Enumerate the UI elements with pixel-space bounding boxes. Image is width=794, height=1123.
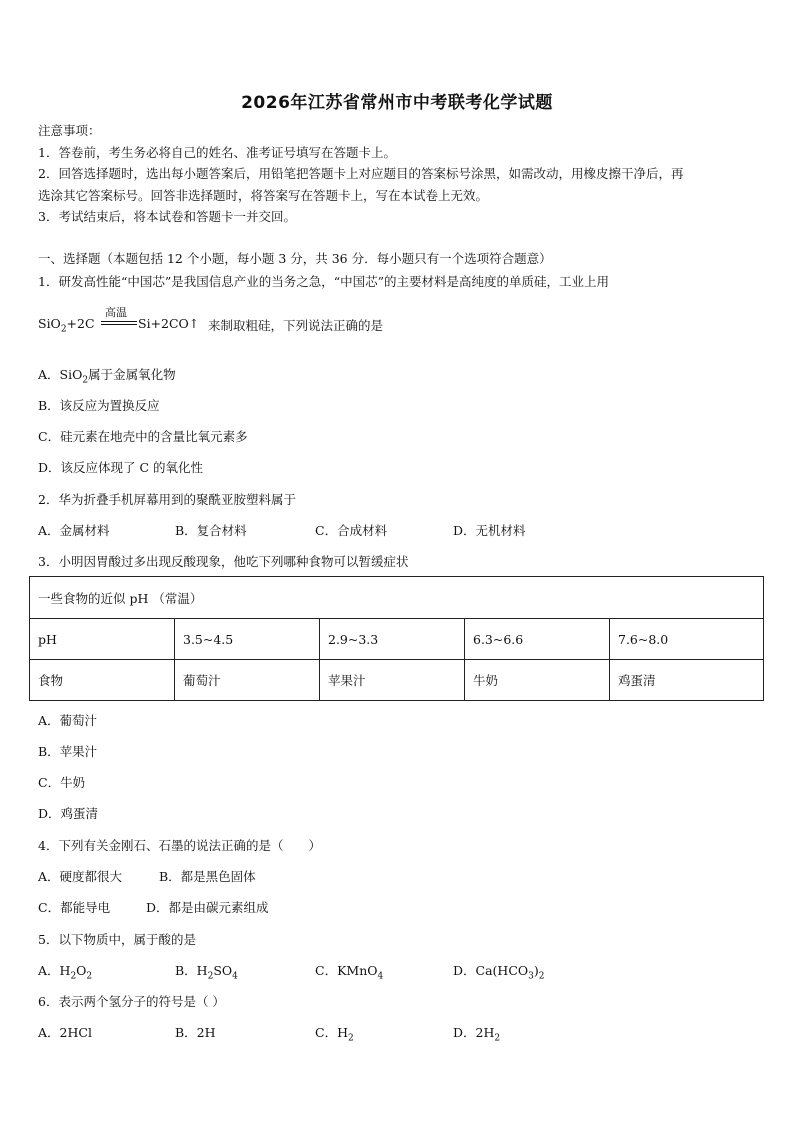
table-cell: 葡萄汁 bbox=[175, 660, 320, 701]
q2-stem: 2．华为折叠手机屏幕用到的聚酰亚胺塑料属于 bbox=[38, 492, 296, 507]
q2-option-d: D．无机材料 bbox=[453, 523, 526, 538]
table-cell: 3.5~4.5 bbox=[175, 619, 320, 660]
q3-option-b: B．苹果汁 bbox=[38, 744, 98, 759]
q1-option-c: C．硅元素在地壳中的含量比氧元素多 bbox=[38, 429, 248, 444]
table-row bbox=[30, 660, 764, 701]
q6-option-a: A．2HCl bbox=[38, 1025, 92, 1040]
table-cell: 苹果汁 bbox=[320, 660, 465, 701]
eq-reactants: SiO$_2$+2C bbox=[38, 316, 95, 335]
q6-stem: 6．表示两个氢分子的符号是（ ） bbox=[38, 994, 225, 1009]
q4-stem: 4．下列有关金刚石、石墨的说法正确的是（ ） bbox=[38, 838, 321, 853]
notice-item-3: 3．考试结束后，将本试卷和答题卡一并交回。 bbox=[38, 209, 296, 224]
q3-option-c: C．牛奶 bbox=[38, 775, 86, 790]
notice-item-2-cont: 选涂其它答案标号。回答非选择题时，将答案写在答题卡上，写在本试卷上无效。 bbox=[38, 188, 489, 203]
q3-option-a: A．葡萄汁 bbox=[38, 713, 98, 728]
eq-products: Si+2CO↑ bbox=[138, 316, 200, 331]
q4-option-b: B．都是黑色固体 bbox=[159, 869, 256, 884]
q1-stem: 1．研发高性能“中国芯”是我国信息产业的当务之急，“中国芯”的主要材料是高纯度的单质硅，工业上用 bbox=[38, 274, 610, 289]
q2-option-a: A．金属材料 bbox=[38, 523, 110, 538]
eq-bar-bottom bbox=[101, 324, 137, 325]
q3-stem: 3．小明因胃酸过多出现反酸现象，他吃下列哪种食物可以暂缓症状 bbox=[38, 554, 409, 569]
notice-heading: 注意事项： bbox=[38, 123, 101, 138]
q5-option-c: C．KMnO$_4$ bbox=[315, 963, 384, 982]
q1-option-a: A．SiO$_2$属于金属氧化物 bbox=[38, 367, 176, 386]
table-cell: 食物 bbox=[30, 660, 175, 701]
q4-option-a: A．硬度都很大 bbox=[38, 869, 123, 884]
q5-option-a: A．$H_2O_2$ bbox=[38, 963, 93, 982]
page-title: 2026年江苏省常州市中考联考化学试题 bbox=[241, 93, 553, 113]
q3-option-d: D．鸡蛋清 bbox=[38, 806, 99, 821]
q2-option-c: C．合成材料 bbox=[315, 523, 388, 538]
q4-option-c: C．都能导电 bbox=[38, 900, 111, 915]
q6-option-b: B．2H bbox=[175, 1025, 216, 1040]
q6-option-d: D．$2H_2$ bbox=[453, 1025, 501, 1044]
q1-option-d: D．该反应体现了 C 的氧化性 bbox=[38, 460, 204, 475]
table-caption: 一些食物的近似 pH （常温） bbox=[30, 577, 764, 619]
table-cell: pH bbox=[30, 619, 175, 660]
section-heading: 一、选择题（本题包括 12 个小题，每小题 3 分，共 36 分．每小题只有一个选项符合题意） bbox=[38, 251, 552, 266]
q2-option-b: B．复合材料 bbox=[175, 523, 247, 538]
q1-stem-2: 来制取粗硅，下列说法正确的是 bbox=[208, 318, 384, 333]
q4-option-d: D．都是由碳元素组成 bbox=[146, 900, 269, 915]
q6-option-c: C．$H_2$ bbox=[315, 1025, 354, 1044]
table-cell: 2.9~3.3 bbox=[320, 619, 465, 660]
table-cell: 牛奶 bbox=[465, 660, 610, 701]
table-cell: 6.3~6.6 bbox=[465, 619, 610, 660]
notice-item-1: 1．答卷前，考生务必将自己的姓名、准考证号填写在答题卡上。 bbox=[38, 145, 396, 160]
notice-item-2: 2．回答选择题时，选出每小题答案后，用铅笔把答题卡上对应题目的答案标号涂黑，如需改动，用橡皮擦干净后，再 bbox=[38, 166, 684, 181]
q5-stem: 5．以下物质中，属于酸的是 bbox=[38, 932, 196, 947]
ph-table bbox=[29, 576, 764, 701]
eq-condition: 高温 bbox=[105, 306, 127, 319]
eq-bar-top bbox=[101, 321, 137, 322]
table-row bbox=[30, 619, 764, 660]
table-cell: 7.6~8.0 bbox=[610, 619, 764, 660]
q5-option-b: B．$H_2SO_4$ bbox=[175, 963, 238, 982]
q5-option-d: D．$Ca(HCO_3)_2$ bbox=[453, 963, 545, 982]
table-cell: 鸡蛋清 bbox=[610, 660, 764, 701]
q1-option-b: B．该反应为置换反应 bbox=[38, 398, 160, 413]
